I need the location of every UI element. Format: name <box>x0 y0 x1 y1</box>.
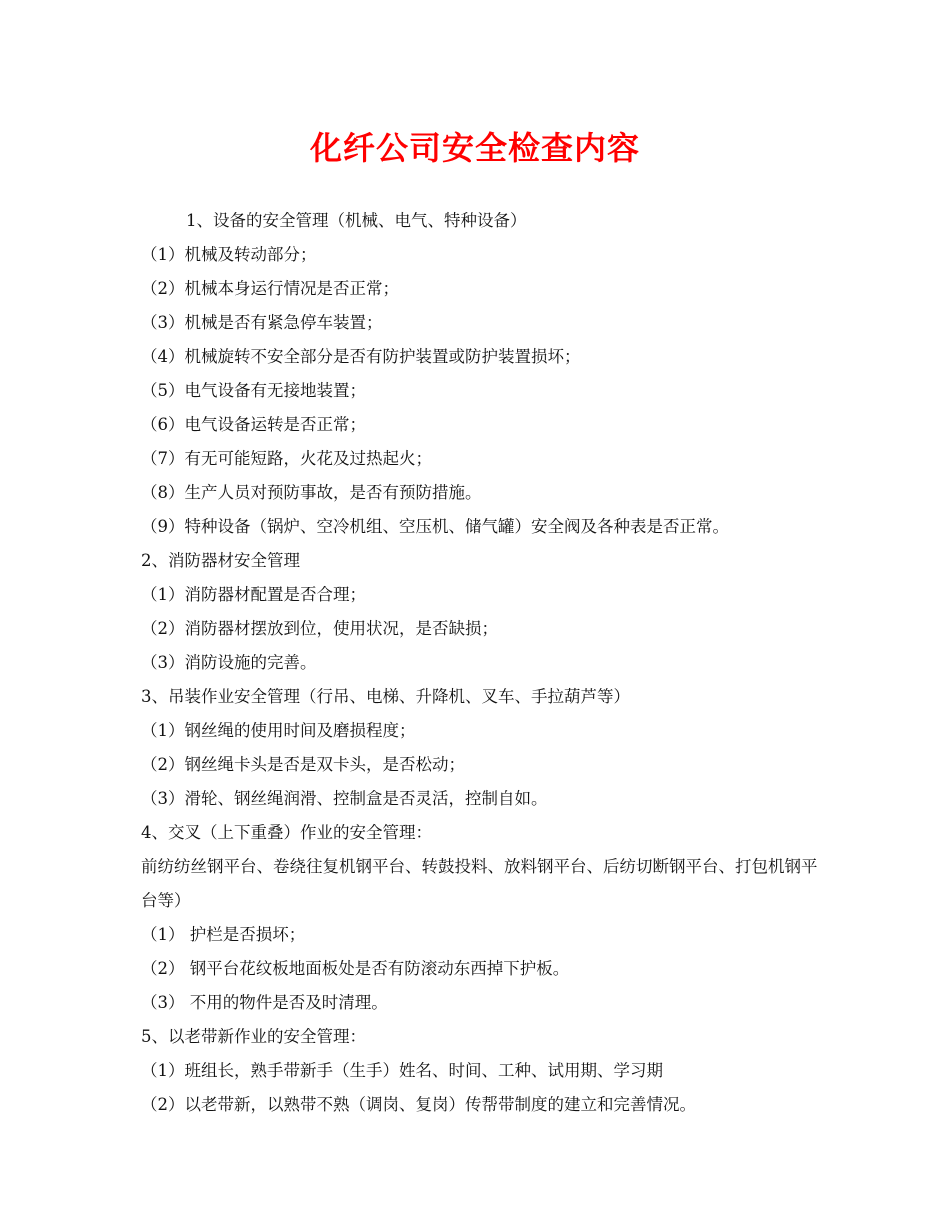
section-heading-3: 3、吊装作业安全管理（行吊、电梯、升降机、叉车、手拉葫芦等） <box>141 687 630 706</box>
list-item: （8）生产人员对预防事故，是否有预防措施。 <box>141 483 482 502</box>
document-body <box>141 204 831 1122</box>
list-item: （3） 不用的物件是否及时清理。 <box>141 993 388 1012</box>
list-item: （1）钢丝绳的使用时间及磨损程度； <box>141 721 416 740</box>
list-item: （1）机械及转动部分； <box>141 245 317 264</box>
list-item: （4）机械旋转不安全部分是否有防护装置或防护装置损坏； <box>141 347 581 366</box>
section-heading-1: 1、设备的安全管理（机械、电气、特种设备） <box>186 211 527 230</box>
list-item: （2）机械本身运行情况是否正常； <box>141 279 399 298</box>
list-item: （1）消防器材配置是否合理； <box>141 585 366 604</box>
list-item: （3）滑轮、钢丝绳润滑、控制盒是否灵活，控制自如。 <box>141 789 548 808</box>
document-title: 化纤公司安全检查内容 <box>309 129 640 167</box>
list-item: （2）消防器材摆放到位，使用状况，是否缺损； <box>141 619 498 638</box>
list-item: （2） 钢平台花纹板地面板处是否有防滚动东西掉下护板。 <box>141 959 570 978</box>
list-item: （7）有无可能短路，火花及过热起火； <box>141 449 432 468</box>
list-item: （1） 护栏是否损坏； <box>141 925 306 944</box>
section-heading-4: 4、交叉（上下重叠）作业的安全管理： <box>141 823 432 842</box>
list-item: （1）班组长，熟手带新手（生手）姓名、时间、工种、试用期、学习期 <box>141 1061 663 1080</box>
list-item: （9）特种设备（锅炉、空冷机组、空压机、储气罐）安全阀及各种表是否正常。 <box>141 517 729 536</box>
list-item: （2）以老带新，以熟带不熟（调岗、复岗）传帮带制度的建立和完善情况。 <box>141 1095 696 1114</box>
list-item: （2）钢丝绳卡头是否是双卡头，是否松动； <box>141 755 465 774</box>
list-item: （3）消防设施的完善。 <box>141 653 317 672</box>
list-item: （6）电气设备运转是否正常； <box>141 415 366 434</box>
list-item: （3）机械是否有紧急停车装置； <box>141 313 383 332</box>
list-item: （5）电气设备有无接地装置； <box>141 381 366 400</box>
section-heading-2: 2、消防器材安全管理 <box>141 551 300 570</box>
paragraph: 前纺纺丝钢平台、卷绕往复机钢平台、转鼓投料、放料钢平台、后纺切断钢平台、打包机钢平台等） <box>141 857 818 910</box>
section-heading-5: 5、以老带新作业的安全管理： <box>141 1027 366 1046</box>
